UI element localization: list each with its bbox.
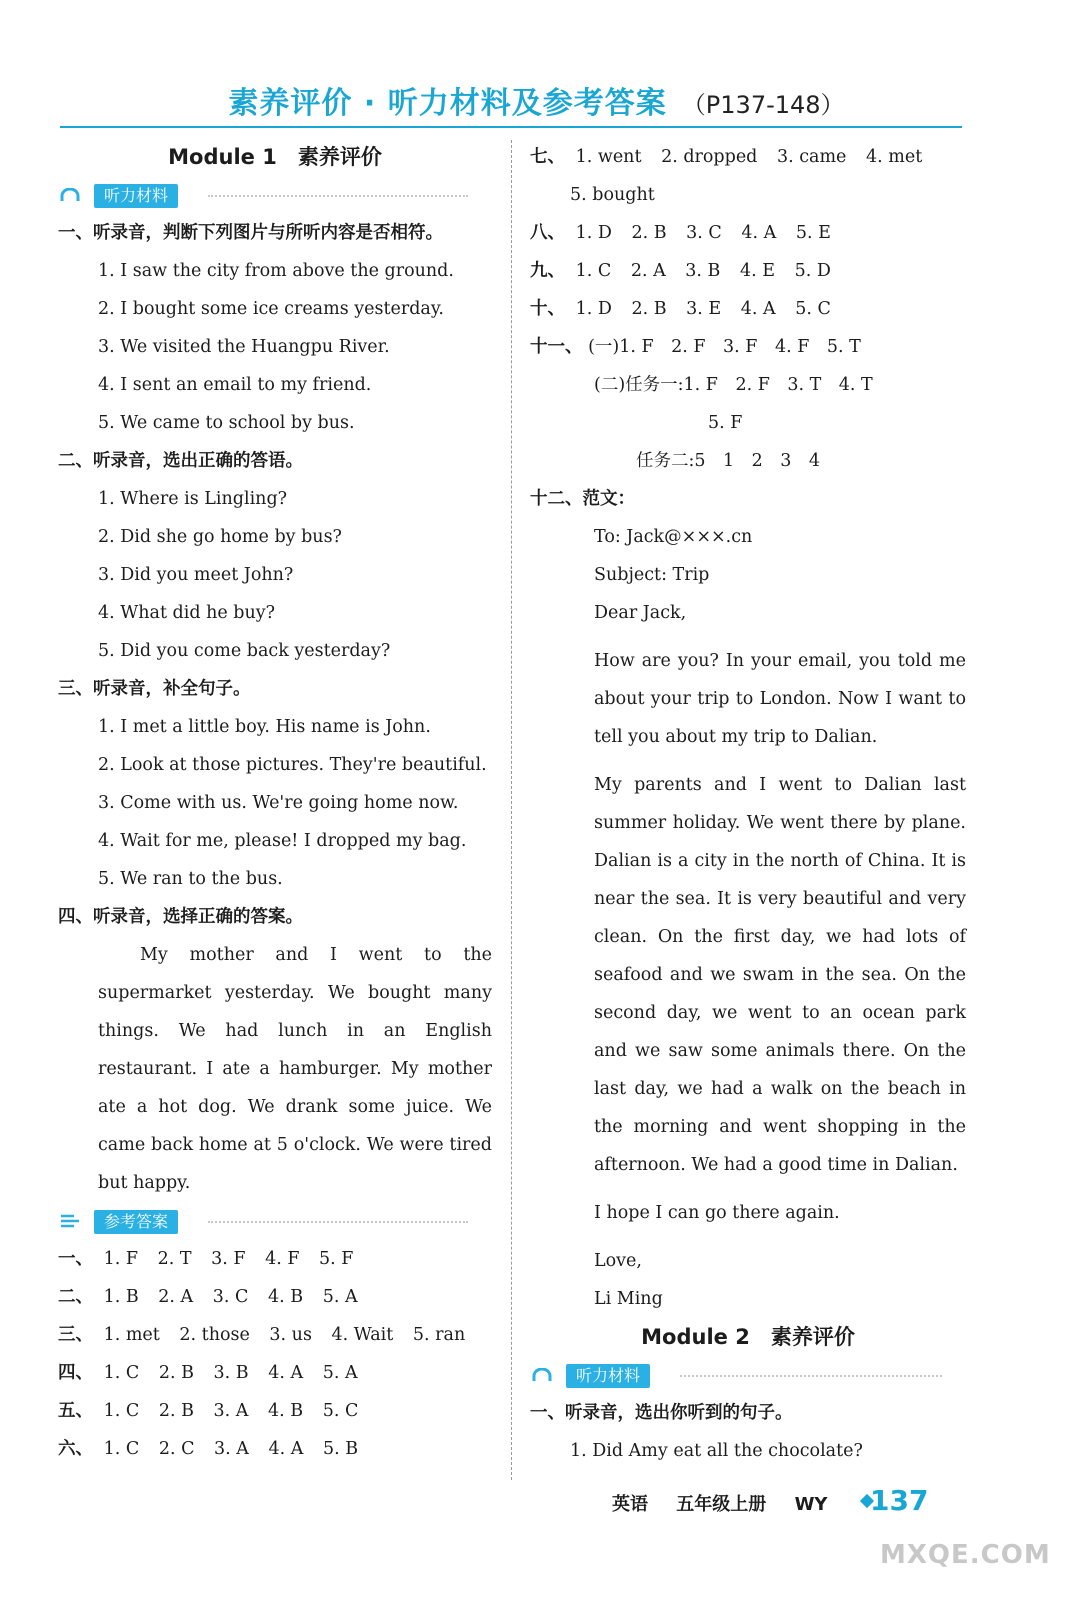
tag-listening: 听力材料: [94, 184, 178, 208]
tag-listening: 听力材料: [566, 1364, 650, 1388]
column-divider: [511, 140, 512, 1480]
list-icon: [60, 1214, 80, 1228]
answer-row-11-part3: 任务二:5 1 2 3 4: [636, 451, 821, 471]
tag-answers: 参考答案: [94, 1210, 178, 1234]
answer-row-9: 九、 1. C 2. A 3. B 4. E 5. D: [530, 261, 831, 281]
section-4-passage: My mother and I went to the supermarket yesterday. We bought many things. We had lunch in an English restaurant. I ate a hamburger. My mother ate a hot dog. We drank some juice. We came back home at 5 o'clock. We were tired but happy.: [98, 945, 492, 1193]
list-item: 1. I saw the city from above the ground.: [98, 261, 454, 281]
footer-subject: 英语: [612, 1494, 648, 1515]
essay-closing: Love,: [594, 1251, 642, 1271]
footer: [612, 1490, 849, 1516]
title-page-range: （P137-148）: [681, 91, 845, 119]
right-column: [530, 138, 966, 1470]
module2-title: Module 2 素养评价: [641, 1325, 855, 1349]
list-item: 2. Look at those pictures. They're beautiful.: [98, 755, 487, 775]
watermark: MXQE.COM: [880, 1540, 1051, 1570]
essay-paragraph-1: How are you? In your email, you told me about your trip to London. Now I want to tell you about my trip to Dalian.: [594, 651, 966, 747]
list-item: 3. Did you meet John?: [98, 565, 294, 585]
footer-grade: 五年级上册: [676, 1494, 767, 1515]
essay-greeting: Dear Jack,: [594, 603, 687, 623]
list-item: 1. I met a little boy. His name is John.: [98, 717, 431, 737]
section-4-heading: 四、听录音，选择正确的答案。: [58, 907, 303, 927]
answer-row-1: 一、 1. F 2. T 3. F 4. F 5. F: [58, 1249, 354, 1269]
answer-row-7: 七、 1. went 2. dropped 3. came 4. met: [530, 147, 923, 167]
answer-row-11: 十一、 (一)1. F 2. F 3. F 4. F 5. T: [530, 337, 861, 357]
section-2-heading: 二、听录音，选出正确的答语。: [58, 451, 303, 471]
list-item: 1. Did Amy eat all the chocolate?: [570, 1441, 863, 1461]
list-item: 5. We came to school by bus.: [98, 413, 355, 433]
list-item: 2. I bought some ice creams yesterday.: [98, 299, 444, 319]
module1-title: Module 1 素养评价: [168, 145, 382, 169]
section-1-heading: 一、听录音，判断下列图片与所听内容是否相符。: [58, 223, 443, 243]
page-number: 137: [870, 1484, 929, 1517]
answer-row-11-part2: (二)任务一:1. F 2. F 3. T 4. T: [594, 375, 873, 395]
list-item: 4. Wait for me, please! I dropped my bag.: [98, 831, 467, 851]
section-3-heading: 三、听录音，补全句子。: [58, 679, 251, 699]
sample-essay: [530, 518, 966, 1318]
essay-paragraph-3: I hope I can go there again.: [594, 1203, 840, 1223]
essay-to: To: Jack@×××.cn: [594, 527, 753, 547]
footer-edition: WY: [794, 1494, 828, 1515]
answer-row-10: 十、 1. D 2. B 3. E 4. A 5. C: [530, 299, 831, 319]
tag-dotted-line: [208, 1221, 468, 1223]
title-main: 素养评价 · 听力材料及参考答案: [228, 86, 667, 121]
answer-row-3: 三、 1. met 2. those 3. us 4. Wait 5. ran: [58, 1325, 466, 1345]
answer-row-7b: 5. bought: [570, 185, 655, 205]
headphones-icon: [532, 1368, 552, 1382]
list-item: 3. We visited the Huangpu River.: [98, 337, 390, 357]
tag-answers-row: [58, 1202, 492, 1240]
answer-row-5: 五、 1. C 2. B 3. A 4. B 5. C: [58, 1401, 359, 1421]
list-item: 2. Did she go home by bus?: [98, 527, 342, 547]
essay-signature: Li Ming: [594, 1289, 663, 1309]
answer-row-8: 八、 1. D 2. B 3. C 4. A 5. E: [530, 223, 831, 243]
headphones-icon: [60, 188, 80, 202]
answer-row-12-heading: 十二、范文：: [530, 489, 635, 509]
essay-paragraph-2: My parents and I went to Dalian last summer holiday. We went there by plane. Dalian is a city in the north of China. It is near the sea. It is very beautiful and very clean. On the first day, we had lots of seafood and we swam in the sea. On the second day, we went to an ocean park and we saw some animals there. On the last day, we had a walk on the beach in the morning and went shopping in the afternoon. We had a good time in Dalian.: [594, 775, 966, 1175]
tag-listening-row-2: [530, 1356, 966, 1394]
tag-dotted-line: [208, 195, 468, 197]
tag-dotted-line: [680, 1375, 942, 1377]
answer-row-11-part2b: 5. F: [708, 413, 743, 433]
tag-listening-row: [58, 176, 492, 214]
answer-row-4: 四、 1. C 2. B 3. B 4. A 5. A: [58, 1363, 358, 1383]
list-item: 5. Did you come back yesterday?: [98, 641, 391, 661]
list-item: 4. I sent an email to my friend.: [98, 375, 372, 395]
page-title: [0, 78, 1073, 122]
left-column: [58, 138, 492, 1468]
list-item: 3. Come with us. We're going home now.: [98, 793, 459, 813]
title-rule: [60, 126, 962, 128]
answer-row-6: 六、 1. C 2. C 3. A 4. A 5. B: [58, 1439, 359, 1459]
list-item: 5. We ran to the bus.: [98, 869, 283, 889]
list-item: 4. What did he buy?: [98, 603, 276, 623]
answer-row-2: 二、 1. B 2. A 3. C 4. B 5. A: [58, 1287, 358, 1307]
module2-section-1-heading: 一、听录音，选出你听到的句子。: [530, 1403, 793, 1423]
list-item: 1. Where is Lingling?: [98, 489, 288, 509]
essay-subject: Subject: Trip: [594, 565, 710, 585]
